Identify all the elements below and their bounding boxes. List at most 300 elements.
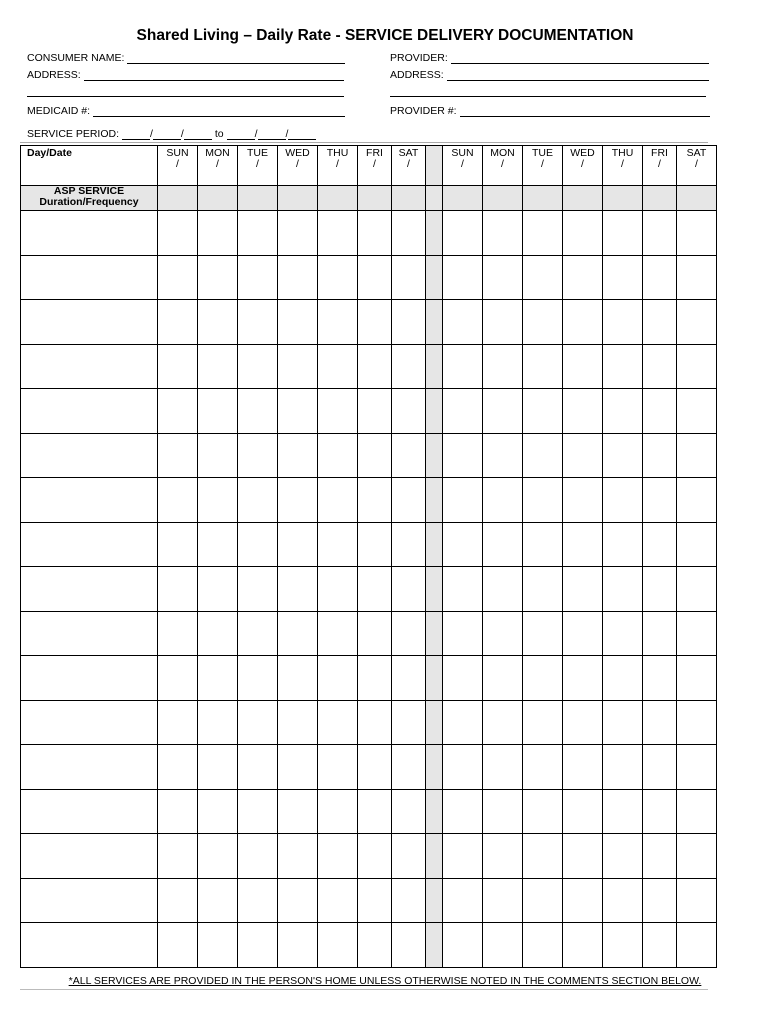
service-day-cell[interactable]	[238, 522, 278, 567]
service-day-cell[interactable]	[677, 878, 717, 923]
service-day-cell[interactable]	[318, 789, 358, 834]
service-day-cell[interactable]	[443, 700, 483, 745]
service-day-cell[interactable]	[523, 522, 563, 567]
service-day-cell[interactable]	[158, 255, 198, 300]
service-day-cell[interactable]	[643, 255, 677, 300]
service-day-cell[interactable]	[677, 211, 717, 256]
service-day-cell[interactable]	[392, 745, 426, 790]
service-day-cell[interactable]	[238, 255, 278, 300]
service-day-cell[interactable]	[392, 656, 426, 701]
service-day-cell[interactable]	[483, 567, 523, 612]
service-day-cell[interactable]	[278, 478, 318, 523]
service-day-cell[interactable]	[198, 344, 238, 389]
service-day-cell[interactable]	[677, 389, 717, 434]
service-day-cell[interactable]	[483, 834, 523, 879]
service-day-cell[interactable]	[318, 522, 358, 567]
asp-cell[interactable]	[643, 186, 677, 211]
service-day-cell[interactable]	[238, 700, 278, 745]
service-day-cell[interactable]	[158, 389, 198, 434]
asp-cell[interactable]	[158, 186, 198, 211]
address-right-field[interactable]	[390, 69, 709, 81]
service-day-cell[interactable]	[158, 656, 198, 701]
service-day-cell[interactable]	[392, 834, 426, 879]
service-day-cell[interactable]	[563, 878, 603, 923]
service-day-cell[interactable]	[563, 700, 603, 745]
service-day-cell[interactable]	[603, 923, 643, 968]
service-day-cell[interactable]	[238, 656, 278, 701]
service-day-cell[interactable]	[198, 567, 238, 612]
service-day-cell[interactable]	[483, 344, 523, 389]
service-day-cell[interactable]	[238, 433, 278, 478]
service-day-cell[interactable]	[563, 433, 603, 478]
service-day-cell[interactable]	[603, 433, 643, 478]
asp-cell[interactable]	[318, 186, 358, 211]
service-day-cell[interactable]	[563, 656, 603, 701]
service-day-cell[interactable]	[158, 878, 198, 923]
service-day-cell[interactable]	[198, 211, 238, 256]
service-day-cell[interactable]	[443, 834, 483, 879]
service-name-cell[interactable]	[21, 700, 158, 745]
service-day-cell[interactable]	[677, 522, 717, 567]
service-day-cell[interactable]	[563, 834, 603, 879]
day-header-wed-week2[interactable]	[563, 146, 603, 186]
service-day-cell[interactable]	[358, 255, 392, 300]
service-day-cell[interactable]	[523, 611, 563, 656]
service-day-cell[interactable]	[677, 745, 717, 790]
asp-cell[interactable]	[677, 186, 717, 211]
asp-cell[interactable]	[278, 186, 318, 211]
service-day-cell[interactable]	[603, 300, 643, 345]
service-day-cell[interactable]	[523, 789, 563, 834]
service-day-cell[interactable]	[198, 789, 238, 834]
service-day-cell[interactable]	[563, 344, 603, 389]
asp-cell[interactable]	[483, 186, 523, 211]
service-day-cell[interactable]	[278, 522, 318, 567]
service-day-cell[interactable]	[278, 567, 318, 612]
provider-field[interactable]	[390, 52, 709, 64]
day-header-sat-week1[interactable]	[392, 146, 426, 186]
service-day-cell[interactable]	[643, 834, 677, 879]
service-name-cell[interactable]	[21, 211, 158, 256]
service-day-cell[interactable]	[358, 878, 392, 923]
service-day-cell[interactable]	[677, 300, 717, 345]
service-day-cell[interactable]	[278, 255, 318, 300]
service-day-cell[interactable]	[523, 478, 563, 523]
service-day-cell[interactable]	[318, 389, 358, 434]
address-left-field[interactable]	[27, 69, 344, 81]
service-day-cell[interactable]	[443, 300, 483, 345]
service-day-cell[interactable]	[358, 789, 392, 834]
service-day-cell[interactable]	[603, 611, 643, 656]
service-day-cell[interactable]	[603, 211, 643, 256]
service-day-cell[interactable]	[443, 656, 483, 701]
service-day-cell[interactable]	[483, 611, 523, 656]
asp-cell[interactable]	[603, 186, 643, 211]
service-day-cell[interactable]	[563, 789, 603, 834]
service-day-cell[interactable]	[603, 389, 643, 434]
service-day-cell[interactable]	[443, 789, 483, 834]
service-day-cell[interactable]	[278, 656, 318, 701]
service-day-cell[interactable]	[318, 478, 358, 523]
service-day-cell[interactable]	[643, 433, 677, 478]
service-day-cell[interactable]	[563, 211, 603, 256]
service-name-cell[interactable]	[21, 834, 158, 879]
service-day-cell[interactable]	[523, 344, 563, 389]
provider-line[interactable]	[451, 53, 709, 64]
service-day-cell[interactable]	[603, 878, 643, 923]
service-day-cell[interactable]	[238, 878, 278, 923]
asp-cell[interactable]	[358, 186, 392, 211]
service-day-cell[interactable]	[158, 344, 198, 389]
day-header-sun-week2[interactable]	[443, 146, 483, 186]
service-day-cell[interactable]	[198, 834, 238, 879]
service-day-cell[interactable]	[198, 878, 238, 923]
service-day-cell[interactable]	[443, 211, 483, 256]
service-day-cell[interactable]	[443, 478, 483, 523]
service-day-cell[interactable]	[278, 433, 318, 478]
service-day-cell[interactable]	[443, 255, 483, 300]
service-day-cell[interactable]	[643, 344, 677, 389]
service-day-cell[interactable]	[563, 567, 603, 612]
service-day-cell[interactable]	[392, 389, 426, 434]
service-day-cell[interactable]	[278, 745, 318, 790]
service-day-cell[interactable]	[358, 923, 392, 968]
service-day-cell[interactable]	[443, 567, 483, 612]
service-day-cell[interactable]	[677, 789, 717, 834]
service-name-cell[interactable]	[21, 878, 158, 923]
service-day-cell[interactable]	[358, 700, 392, 745]
service-name-cell[interactable]	[21, 745, 158, 790]
asp-cell[interactable]	[238, 186, 278, 211]
service-day-cell[interactable]	[318, 878, 358, 923]
service-day-cell[interactable]	[278, 834, 318, 879]
service-day-cell[interactable]	[523, 923, 563, 968]
service-day-cell[interactable]	[358, 211, 392, 256]
service-day-cell[interactable]	[278, 344, 318, 389]
service-day-cell[interactable]	[392, 433, 426, 478]
service-name-cell[interactable]	[21, 433, 158, 478]
service-day-cell[interactable]	[198, 522, 238, 567]
service-period[interactable]	[27, 128, 316, 140]
service-day-cell[interactable]	[238, 789, 278, 834]
service-day-cell[interactable]	[563, 611, 603, 656]
service-day-cell[interactable]	[392, 522, 426, 567]
service-day-cell[interactable]	[523, 389, 563, 434]
service-name-cell[interactable]	[21, 611, 158, 656]
day-header-sun-week1[interactable]	[158, 146, 198, 186]
service-day-cell[interactable]	[643, 745, 677, 790]
service-day-cell[interactable]	[158, 745, 198, 790]
period-start-month[interactable]	[122, 129, 150, 140]
address-right-line-2[interactable]	[390, 96, 706, 97]
service-day-cell[interactable]	[677, 923, 717, 968]
service-day-cell[interactable]	[443, 344, 483, 389]
service-day-cell[interactable]	[677, 611, 717, 656]
service-day-cell[interactable]	[238, 567, 278, 612]
service-day-cell[interactable]	[603, 789, 643, 834]
service-day-cell[interactable]	[523, 700, 563, 745]
service-day-cell[interactable]	[158, 789, 198, 834]
service-day-cell[interactable]	[158, 211, 198, 256]
service-day-cell[interactable]	[483, 211, 523, 256]
day-header-fri-week2[interactable]	[643, 146, 677, 186]
consumer-name-line[interactable]	[127, 53, 345, 64]
service-day-cell[interactable]	[523, 567, 563, 612]
service-day-cell[interactable]	[198, 923, 238, 968]
service-day-cell[interactable]	[603, 745, 643, 790]
service-day-cell[interactable]	[603, 567, 643, 612]
service-day-cell[interactable]	[523, 656, 563, 701]
service-day-cell[interactable]	[358, 656, 392, 701]
service-day-cell[interactable]	[158, 700, 198, 745]
service-day-cell[interactable]	[677, 478, 717, 523]
service-day-cell[interactable]	[318, 433, 358, 478]
service-day-cell[interactable]	[483, 700, 523, 745]
service-day-cell[interactable]	[643, 700, 677, 745]
service-day-cell[interactable]	[278, 789, 318, 834]
service-day-cell[interactable]	[318, 656, 358, 701]
service-day-cell[interactable]	[198, 700, 238, 745]
service-day-cell[interactable]	[483, 522, 523, 567]
service-day-cell[interactable]	[563, 255, 603, 300]
service-day-cell[interactable]	[523, 745, 563, 790]
service-day-cell[interactable]	[443, 389, 483, 434]
service-day-cell[interactable]	[278, 878, 318, 923]
service-day-cell[interactable]	[563, 389, 603, 434]
service-day-cell[interactable]	[677, 567, 717, 612]
service-day-cell[interactable]	[443, 611, 483, 656]
service-day-cell[interactable]	[603, 478, 643, 523]
service-day-cell[interactable]	[158, 478, 198, 523]
service-day-cell[interactable]	[158, 567, 198, 612]
address-left-line-2[interactable]	[27, 96, 344, 97]
service-day-cell[interactable]	[318, 923, 358, 968]
service-day-cell[interactable]	[643, 656, 677, 701]
service-day-cell[interactable]	[358, 834, 392, 879]
provider-number-line[interactable]	[460, 106, 710, 117]
service-name-cell[interactable]	[21, 300, 158, 345]
service-day-cell[interactable]	[198, 478, 238, 523]
service-day-cell[interactable]	[392, 611, 426, 656]
address-right-line[interactable]	[447, 70, 709, 81]
service-name-cell[interactable]	[21, 389, 158, 434]
period-end-day[interactable]	[258, 129, 286, 140]
service-day-cell[interactable]	[238, 344, 278, 389]
service-day-cell[interactable]	[238, 923, 278, 968]
day-header-thu-week2[interactable]	[603, 146, 643, 186]
service-day-cell[interactable]	[523, 255, 563, 300]
service-day-cell[interactable]	[483, 255, 523, 300]
consumer-name-field[interactable]	[27, 52, 345, 64]
service-day-cell[interactable]	[677, 656, 717, 701]
period-start-year[interactable]	[184, 129, 212, 140]
service-day-cell[interactable]	[318, 255, 358, 300]
service-day-cell[interactable]	[677, 255, 717, 300]
service-day-cell[interactable]	[198, 433, 238, 478]
service-name-cell[interactable]	[21, 522, 158, 567]
address-left-line[interactable]	[84, 70, 344, 81]
service-day-cell[interactable]	[643, 211, 677, 256]
service-day-cell[interactable]	[278, 300, 318, 345]
service-day-cell[interactable]	[563, 745, 603, 790]
service-day-cell[interactable]	[643, 923, 677, 968]
service-day-cell[interactable]	[318, 700, 358, 745]
service-day-cell[interactable]	[392, 700, 426, 745]
service-day-cell[interactable]	[358, 344, 392, 389]
service-day-cell[interactable]	[483, 300, 523, 345]
service-day-cell[interactable]	[392, 211, 426, 256]
service-day-cell[interactable]	[563, 522, 603, 567]
service-day-cell[interactable]	[318, 300, 358, 345]
service-day-cell[interactable]	[392, 878, 426, 923]
service-day-cell[interactable]	[358, 433, 392, 478]
service-day-cell[interactable]	[158, 611, 198, 656]
service-day-cell[interactable]	[443, 433, 483, 478]
service-day-cell[interactable]	[523, 300, 563, 345]
service-day-cell[interactable]	[603, 255, 643, 300]
service-day-cell[interactable]	[198, 255, 238, 300]
service-day-cell[interactable]	[677, 433, 717, 478]
service-day-cell[interactable]	[563, 923, 603, 968]
day-header-mon-week1[interactable]	[198, 146, 238, 186]
day-header-tue-week2[interactable]	[523, 146, 563, 186]
service-day-cell[interactable]	[238, 745, 278, 790]
medicaid-field[interactable]	[27, 105, 345, 117]
service-day-cell[interactable]	[278, 389, 318, 434]
service-day-cell[interactable]	[358, 567, 392, 612]
period-end-month[interactable]	[227, 129, 255, 140]
service-day-cell[interactable]	[483, 923, 523, 968]
service-day-cell[interactable]	[563, 300, 603, 345]
service-day-cell[interactable]	[318, 211, 358, 256]
service-day-cell[interactable]	[483, 433, 523, 478]
service-day-cell[interactable]	[523, 433, 563, 478]
service-day-cell[interactable]	[358, 745, 392, 790]
service-day-cell[interactable]	[158, 300, 198, 345]
service-day-cell[interactable]	[278, 923, 318, 968]
service-day-cell[interactable]	[238, 389, 278, 434]
service-day-cell[interactable]	[358, 478, 392, 523]
service-day-cell[interactable]	[643, 611, 677, 656]
service-day-cell[interactable]	[198, 656, 238, 701]
service-day-cell[interactable]	[563, 478, 603, 523]
service-day-cell[interactable]	[443, 878, 483, 923]
service-day-cell[interactable]	[443, 923, 483, 968]
service-day-cell[interactable]	[158, 923, 198, 968]
day-header-mon-week2[interactable]	[483, 146, 523, 186]
service-day-cell[interactable]	[278, 700, 318, 745]
period-start-day[interactable]	[153, 129, 181, 140]
service-name-cell[interactable]	[21, 789, 158, 834]
service-day-cell[interactable]	[483, 745, 523, 790]
service-day-cell[interactable]	[643, 567, 677, 612]
service-day-cell[interactable]	[392, 923, 426, 968]
service-day-cell[interactable]	[358, 611, 392, 656]
service-day-cell[interactable]	[443, 522, 483, 567]
day-header-tue-week1[interactable]	[238, 146, 278, 186]
service-day-cell[interactable]	[238, 300, 278, 345]
service-day-cell[interactable]	[643, 878, 677, 923]
service-day-cell[interactable]	[643, 389, 677, 434]
service-name-cell[interactable]	[21, 478, 158, 523]
service-day-cell[interactable]	[318, 834, 358, 879]
service-day-cell[interactable]	[483, 656, 523, 701]
service-day-cell[interactable]	[238, 834, 278, 879]
service-day-cell[interactable]	[238, 611, 278, 656]
service-day-cell[interactable]	[443, 745, 483, 790]
service-day-cell[interactable]	[392, 789, 426, 834]
service-day-cell[interactable]	[603, 656, 643, 701]
service-day-cell[interactable]	[318, 611, 358, 656]
service-day-cell[interactable]	[603, 700, 643, 745]
provider-number-field[interactable]	[390, 105, 710, 117]
service-day-cell[interactable]	[238, 211, 278, 256]
service-name-cell[interactable]	[21, 923, 158, 968]
day-header-sat-week2[interactable]	[677, 146, 717, 186]
service-day-cell[interactable]	[358, 300, 392, 345]
service-day-cell[interactable]	[198, 611, 238, 656]
service-day-cell[interactable]	[523, 878, 563, 923]
service-day-cell[interactable]	[643, 522, 677, 567]
service-day-cell[interactable]	[318, 745, 358, 790]
service-day-cell[interactable]	[318, 567, 358, 612]
service-day-cell[interactable]	[523, 834, 563, 879]
service-day-cell[interactable]	[392, 255, 426, 300]
service-day-cell[interactable]	[358, 522, 392, 567]
service-day-cell[interactable]	[198, 745, 238, 790]
service-day-cell[interactable]	[278, 211, 318, 256]
asp-cell[interactable]	[392, 186, 426, 211]
service-day-cell[interactable]	[603, 522, 643, 567]
service-day-cell[interactable]	[677, 834, 717, 879]
service-day-cell[interactable]	[523, 211, 563, 256]
service-day-cell[interactable]	[603, 344, 643, 389]
service-name-cell[interactable]	[21, 344, 158, 389]
service-day-cell[interactable]	[278, 611, 318, 656]
day-header-fri-week1[interactable]	[358, 146, 392, 186]
service-name-cell[interactable]	[21, 255, 158, 300]
service-day-cell[interactable]	[643, 300, 677, 345]
service-day-cell[interactable]	[483, 789, 523, 834]
asp-cell[interactable]	[523, 186, 563, 211]
service-day-cell[interactable]	[392, 478, 426, 523]
service-day-cell[interactable]	[603, 834, 643, 879]
day-header-thu-week1[interactable]	[318, 146, 358, 186]
service-day-cell[interactable]	[483, 389, 523, 434]
service-day-cell[interactable]	[238, 478, 278, 523]
service-day-cell[interactable]	[198, 300, 238, 345]
asp-cell[interactable]	[563, 186, 603, 211]
service-day-cell[interactable]	[677, 344, 717, 389]
service-day-cell[interactable]	[643, 789, 677, 834]
asp-cell[interactable]	[443, 186, 483, 211]
service-day-cell[interactable]	[677, 700, 717, 745]
service-day-cell[interactable]	[158, 433, 198, 478]
service-day-cell[interactable]	[392, 300, 426, 345]
service-day-cell[interactable]	[392, 344, 426, 389]
asp-cell[interactable]	[198, 186, 238, 211]
medicaid-line[interactable]	[93, 106, 345, 117]
service-day-cell[interactable]	[158, 522, 198, 567]
service-name-cell[interactable]	[21, 567, 158, 612]
service-day-cell[interactable]	[483, 878, 523, 923]
service-day-cell[interactable]	[392, 567, 426, 612]
service-name-cell[interactable]	[21, 656, 158, 701]
service-day-cell[interactable]	[483, 478, 523, 523]
service-day-cell[interactable]	[318, 344, 358, 389]
service-day-cell[interactable]	[358, 389, 392, 434]
service-day-cell[interactable]	[198, 389, 238, 434]
